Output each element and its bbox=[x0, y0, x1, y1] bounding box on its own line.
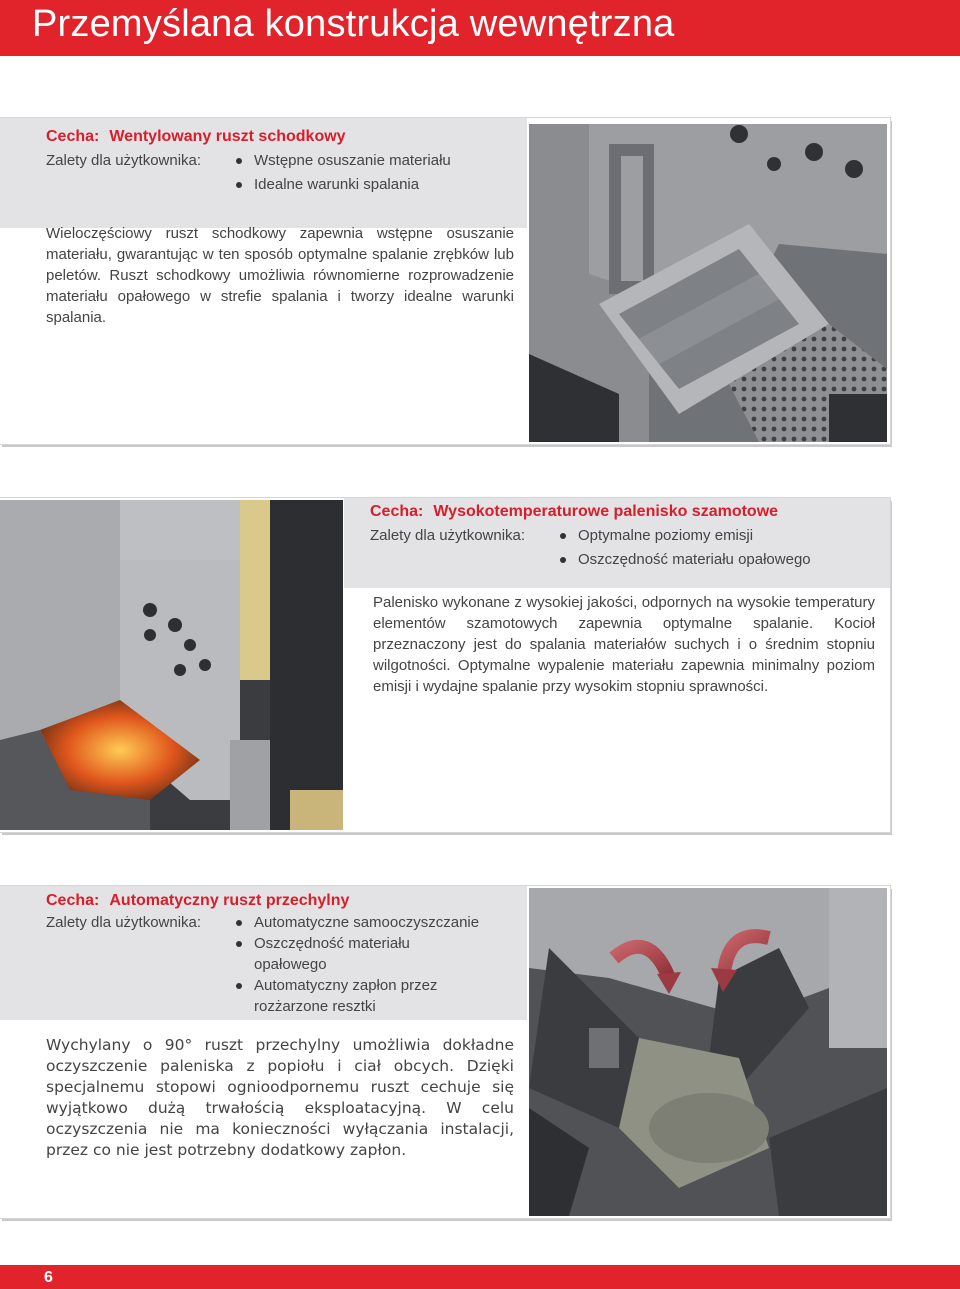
stepped-grate-illustration bbox=[529, 124, 887, 442]
section-2-text bbox=[370, 501, 875, 697]
benefit-item: Optymalne poziomy emisji bbox=[560, 525, 811, 546]
benefits-label: Zalety dla użytkownika: bbox=[46, 152, 202, 169]
benefit-item: Idealne warunki spalania bbox=[236, 174, 451, 195]
firebox-chamber-illustration bbox=[0, 500, 343, 830]
feature-label: Cecha: bbox=[46, 128, 100, 145]
benefits-list bbox=[236, 150, 451, 195]
feature-heading bbox=[46, 126, 514, 148]
benefits-label: Zalety dla użytkownika: bbox=[370, 527, 526, 544]
feature-heading bbox=[370, 501, 875, 523]
feature-heading bbox=[46, 890, 514, 912]
description-text: Palenisko wykonane z wysokiej jakości, odpornych na wysokie temperatury elementów szamotowych zapewnia optymalne spalanie. Kocioł przeznaczony jest do spalania materiałów suchych i o średnim stopniu wilgotności. Optymalne wypalenie materiału zapewnia minimalny poziom emisji i wydajne spalanie przy wysokim stopniu sprawności. bbox=[373, 594, 875, 695]
feature-name: Wentylowany ruszt schodkowy bbox=[109, 128, 346, 145]
feature-label: Cecha: bbox=[370, 503, 424, 520]
benefits-label: Zalety dla użytkownika: bbox=[46, 914, 202, 931]
feature-name: Wysokotemperaturowe palenisko szamotowe bbox=[433, 503, 779, 520]
benefits-row bbox=[46, 912, 514, 1017]
benefits-row bbox=[370, 525, 875, 570]
benefit-item: Automatyczny zapłon przez rozżarzone resztki bbox=[236, 975, 474, 1017]
page-title: Przemyślana konstrukcja wewnętrzna bbox=[32, 3, 675, 45]
tilting-grate-illustration bbox=[529, 888, 887, 1216]
page-number: 6 bbox=[44, 1269, 53, 1286]
section-1-text bbox=[46, 126, 514, 328]
feature-name: Automatyczny ruszt przechylny bbox=[109, 892, 350, 909]
feature-description bbox=[46, 223, 514, 328]
feature-label: Cecha: bbox=[46, 892, 100, 909]
description-text: Wychylany o 90° ruszt przechylny umożliwia dokładne oczyszczenie paleniska z popiołu i ciał obcych. Dzięki specjalnemu stopowi ognioodpornemu ruszt cechuje się wyjątkowo dużą trwałością eksploatacyjną. W celu oczyszczenia nie ma konieczności wyłączania instalacji, przez co nie jest potrzebny dodatkowy zapłon. bbox=[46, 1036, 514, 1159]
benefits-row bbox=[46, 150, 514, 195]
benefit-item: Wstępne osuszanie materiału bbox=[236, 150, 451, 171]
feature-description bbox=[373, 592, 875, 697]
description-text: Wieloczęściowy ruszt schodkowy zapewnia wstępne osuszanie materiału, gwarantując w ten sposób optymalne spalanie zrębków lub peletów. Ruszt schodkowy umożliwia równomierne rozprowadzenie materiału opałowego w strefie spalania i tworzy idealne warunki spalania. bbox=[46, 225, 514, 326]
benefits-list bbox=[236, 912, 486, 1017]
benefits-list bbox=[560, 525, 811, 570]
section-3-text bbox=[46, 890, 514, 1161]
benefit-item: Oszczędność materiału opałowego bbox=[560, 549, 811, 570]
feature-description bbox=[46, 1035, 514, 1161]
footer-bar bbox=[0, 1265, 960, 1289]
benefit-item: Automatyczne samooczyszczanie bbox=[236, 912, 486, 933]
benefit-item: Oszczędność materiału opałowego bbox=[236, 933, 444, 975]
